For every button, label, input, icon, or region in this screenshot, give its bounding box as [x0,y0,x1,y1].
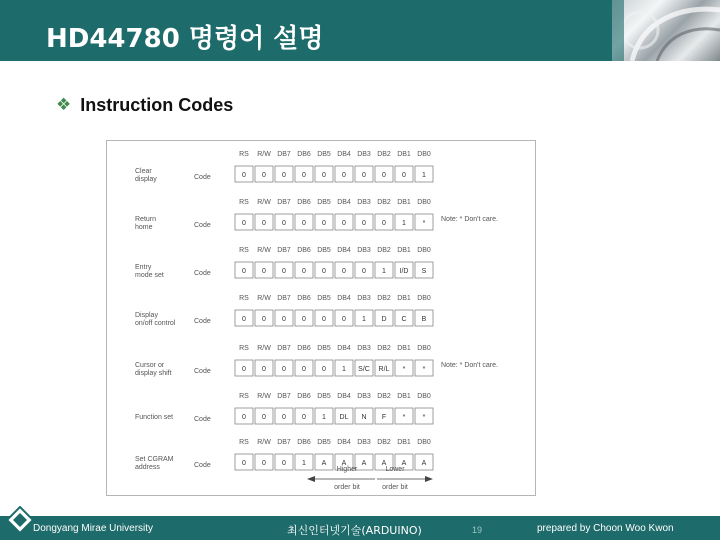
code-value: 0 [302,366,306,373]
instruction-name: Cursor or [135,362,165,369]
code-value: 0 [402,172,406,179]
slide-title: HD44780 명령어 설명 [46,24,324,54]
instruction-name: Clear [135,168,152,175]
code-value: 0 [242,220,246,227]
column-header: DB5 [317,247,331,254]
column-header: DB7 [277,247,291,254]
column-header: DB4 [337,345,351,352]
code-value: 1 [322,414,326,421]
column-header: R/W [257,151,271,158]
instruction-code-table [106,140,536,496]
code-value: 0 [302,414,306,421]
code-value: 0 [242,316,246,323]
column-header: DB5 [317,151,331,158]
instruction-name: display [135,176,157,183]
code-value: 0 [322,268,326,275]
column-header: DB1 [397,295,411,302]
column-header: DB6 [297,345,311,352]
column-header: DB2 [377,393,391,400]
code-value: I/D [399,268,409,275]
column-header: DB2 [377,345,391,352]
column-header: DB0 [417,247,431,254]
code-value: 0 [262,220,266,227]
code-value: 1 [302,460,306,467]
code-value: F [381,414,387,421]
title-bar [0,0,720,61]
instruction-name: home [135,224,153,231]
code-value: A [321,460,327,467]
column-header: DB5 [317,295,331,302]
code-value: R/L [378,366,390,373]
code-value: 1 [422,172,426,179]
code-value: 0 [282,316,286,323]
column-header: DB7 [277,393,291,400]
instruction-name: address [135,464,160,471]
code-label: Code [194,462,211,469]
page-number: 19 [472,525,483,535]
higher-sub: order bit [334,484,360,491]
corner-decoration-image [612,0,720,61]
code-value: 0 [362,172,366,179]
code-value: 0 [242,172,246,179]
column-header: R/W [257,247,271,254]
code-value: N [361,414,367,421]
column-header: DB4 [337,439,351,446]
bullet-text: Instruction Codes [80,94,234,115]
code-label: Code [194,222,211,229]
code-value: * [422,220,426,227]
instruction-name: Function set [135,414,174,421]
code-value: A [341,460,347,467]
instruction-name: Entry [135,264,152,271]
column-header: RS [239,393,249,400]
column-header: DB3 [357,199,371,206]
code-value: 1 [342,366,346,373]
right-arrow-icon [425,476,433,482]
code-value: 0 [342,316,346,323]
code-value: 0 [302,316,306,323]
code-value: * [422,414,426,421]
bullet-item [56,92,233,118]
code-value: 0 [362,220,366,227]
code-value: S/C [358,366,370,373]
instruction-table-drawing [107,141,535,495]
code-label: Code [194,174,211,181]
column-header: DB4 [337,247,351,254]
column-header: DB2 [377,439,391,446]
diamond-bullet-icon: ❖ [56,95,72,115]
code-label: Code [194,318,211,325]
code-value: 0 [322,366,326,373]
column-header: DB5 [317,199,331,206]
column-header: DB3 [357,393,371,400]
code-value: 0 [282,220,286,227]
code-value: 0 [302,220,306,227]
code-value: 0 [262,460,266,467]
code-value: * [422,366,426,373]
column-header: DB2 [377,295,391,302]
code-value: 1 [402,220,406,227]
code-value: 0 [322,316,326,323]
column-header: DB4 [337,393,351,400]
column-header: RS [239,345,249,352]
column-header: R/W [257,199,271,206]
footer-bar [0,516,720,540]
code-value: 0 [282,172,286,179]
code-value: 0 [382,220,386,227]
code-value: A [421,460,427,467]
code-value: 0 [282,460,286,467]
column-header: DB7 [277,151,291,158]
column-header: DB6 [297,393,311,400]
instruction-name: Set CGRAM [135,456,174,463]
code-value: 0 [282,414,286,421]
column-header: DB7 [277,345,291,352]
column-header: DB7 [277,439,291,446]
column-header: R/W [257,345,271,352]
column-header: DB3 [357,345,371,352]
column-header: DB1 [397,393,411,400]
column-header: RS [239,247,249,254]
column-header: DB6 [297,295,311,302]
column-header: DB1 [397,247,411,254]
code-value: 0 [262,316,266,323]
column-header: RS [239,439,249,446]
column-header: DB4 [337,151,351,158]
note-dont-care-2: Note: * Don't care. [441,362,498,369]
footer-university: Dongyang Mirae University [33,523,154,534]
column-header: DB2 [377,151,391,158]
column-header: DB3 [357,439,371,446]
code-label: Code [194,416,211,423]
left-arrow-icon [307,476,315,482]
code-value: 1 [362,316,366,323]
column-header: DB6 [297,247,311,254]
column-header: DB0 [417,199,431,206]
code-value: B [421,316,427,323]
code-value: DL [339,414,349,421]
column-header: DB7 [277,199,291,206]
column-header: DB3 [357,295,371,302]
code-value: 0 [382,172,386,179]
column-header: DB1 [397,345,411,352]
code-value: A [381,460,387,467]
code-value: 0 [322,220,326,227]
code-value: 0 [242,366,246,373]
column-header: DB4 [337,199,351,206]
instruction-name: on/off control [135,320,176,327]
lower-label: Lower [385,466,405,473]
instruction-name: Return [135,216,157,223]
column-header: DB1 [397,199,411,206]
column-header: DB1 [397,151,411,158]
code-value: A [401,460,407,467]
column-header: DB0 [417,439,431,446]
code-value: * [402,414,406,421]
column-header: DB4 [337,295,351,302]
code-value: 0 [262,414,266,421]
column-header: DB3 [357,151,371,158]
code-value: 1 [382,268,386,275]
code-value: A [361,460,367,467]
column-header: DB7 [277,295,291,302]
code-value: 0 [302,268,306,275]
code-value: * [402,366,406,373]
code-value: D [381,316,387,323]
instruction-name: mode set [135,272,164,279]
code-label: Code [194,368,211,375]
column-header: RS [239,151,249,158]
code-label: Code [194,270,211,277]
code-value: S [421,268,427,275]
code-value: 0 [262,366,266,373]
column-header: RS [239,199,249,206]
column-header: R/W [257,295,271,302]
column-header: DB0 [417,345,431,352]
column-header: DB5 [317,345,331,352]
column-header: DB2 [377,199,391,206]
column-header: R/W [257,439,271,446]
column-header: DB5 [317,393,331,400]
column-header: DB0 [417,393,431,400]
code-value: 0 [342,268,346,275]
column-header: DB6 [297,199,311,206]
lower-sub: order bit [382,484,408,491]
column-header: R/W [257,393,271,400]
instruction-name: Display [135,312,158,319]
higher-label: Higher [336,466,358,473]
code-value: 0 [342,220,346,227]
code-value: 0 [282,268,286,275]
column-header: RS [239,295,249,302]
code-value: 0 [242,268,246,275]
column-header: DB1 [397,439,411,446]
logo-diamond-icon [6,506,34,534]
footer-author: prepared by Choon Woo Kwon [537,523,674,534]
column-header: DB2 [377,247,391,254]
code-value: C [401,316,407,323]
note-dont-care: Note: * Don't care. [441,216,498,223]
column-header: DB3 [357,247,371,254]
code-value: 0 [362,268,366,275]
code-value: 0 [342,172,346,179]
code-value: 0 [242,414,246,421]
column-header: DB6 [297,151,311,158]
code-value: 0 [262,268,266,275]
code-value: 0 [282,366,286,373]
column-header: DB6 [297,439,311,446]
code-value: 0 [302,172,306,179]
column-header: DB0 [417,295,431,302]
column-header: DB5 [317,439,331,446]
instruction-name: display shift [135,370,172,377]
column-header: DB0 [417,151,431,158]
footer-course: 최신인터넷기술(ARDUINO) [287,524,422,537]
code-value: 0 [262,172,266,179]
code-value: 0 [242,460,246,467]
code-value: 0 [322,172,326,179]
